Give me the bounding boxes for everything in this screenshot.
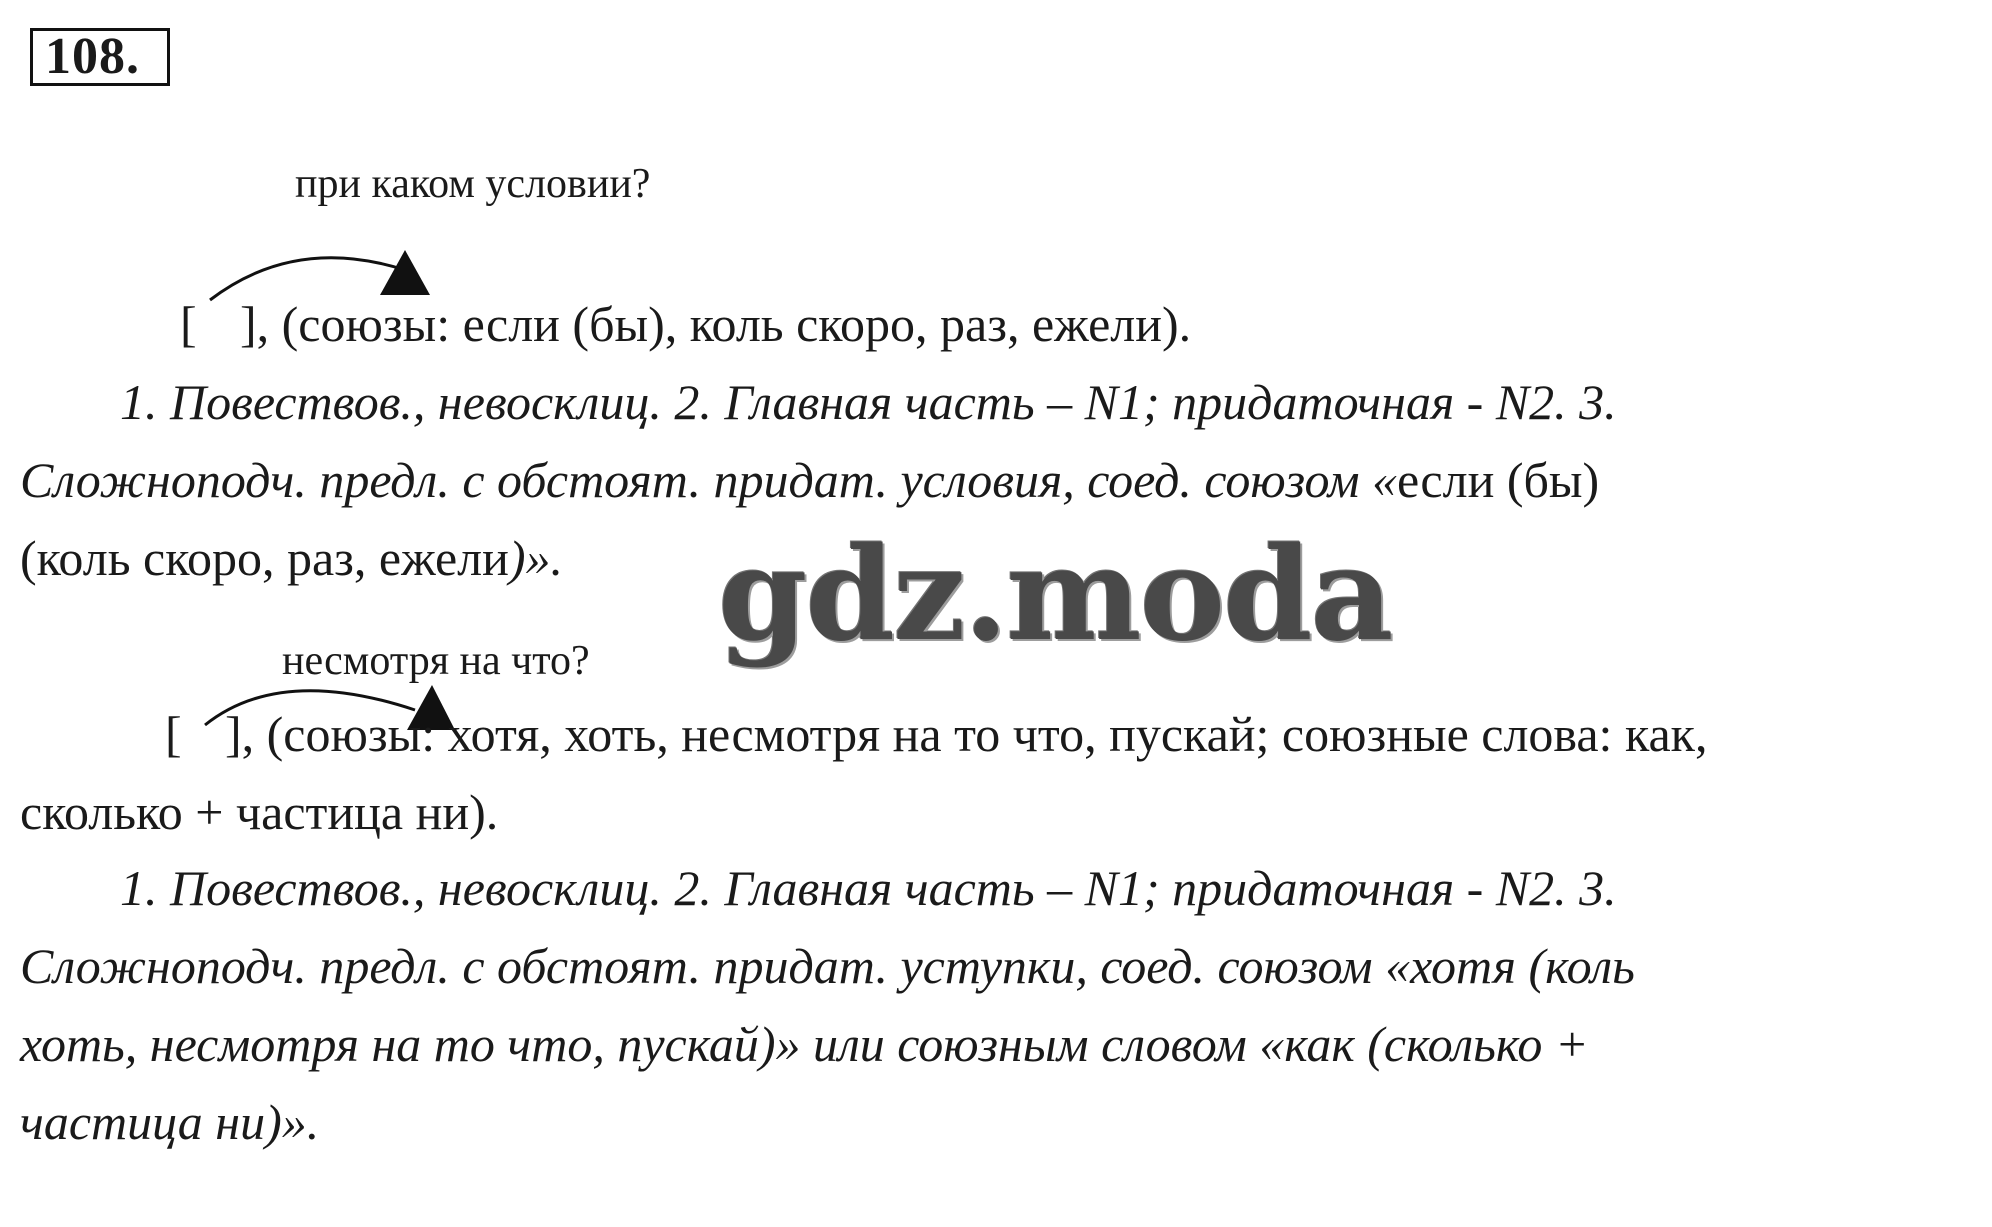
- analysis-1-line-3-italic: )».: [508, 530, 564, 586]
- analysis-1-line-3-plain: (коль скоро, раз, ежели: [20, 530, 509, 586]
- question-1: при каком условии?: [295, 161, 651, 207]
- analysis-1-line-1: 1. Повествов., невосклиц. 2. Главная часть – N1; придаточная - N2. 3.: [120, 374, 1617, 430]
- scheme-bracket-2: [: [165, 706, 182, 762]
- scheme-text-1: ], (союзы: если (бы), коль скоро, раз, ежели).: [240, 296, 1192, 352]
- analysis-1-line-2-plain: если (бы): [1396, 452, 1600, 508]
- exercise-number: 108.: [30, 28, 170, 86]
- analysis-1-line-3: [20, 529, 563, 587]
- scheme-text-2-cont: сколько + частица ни).: [20, 784, 499, 840]
- analysis-2-line-2: Сложноподч. предл. с обстоят. придат. уступки, соед. союзом «хотя (коль: [20, 938, 1635, 994]
- scheme-text-2: ], (союзы: хотя, хоть, несмотря на то что, пускай; союзные слова: как,: [225, 706, 1708, 762]
- analysis-2-line-3: хоть, несмотря на то что, пускай)» или союзным словом «как (сколько +: [20, 1016, 1589, 1072]
- analysis-2-line-1: 1. Повествов., невосклиц. 2. Главная часть – N1; придаточная - N2. 3.: [120, 860, 1617, 916]
- watermark-logo: gdz.moda: [718, 520, 1392, 670]
- analysis-2-line-4: частица ни)».: [20, 1094, 320, 1150]
- analysis-1-line-2: [20, 451, 1599, 509]
- question-2: несмотря на что?: [282, 638, 590, 684]
- analysis-1-line-2-italic: Сложноподч. предл. с обстоят. придат. условия, соед. союзом «: [20, 452, 1397, 508]
- scheme-bracket-1: [: [180, 296, 197, 352]
